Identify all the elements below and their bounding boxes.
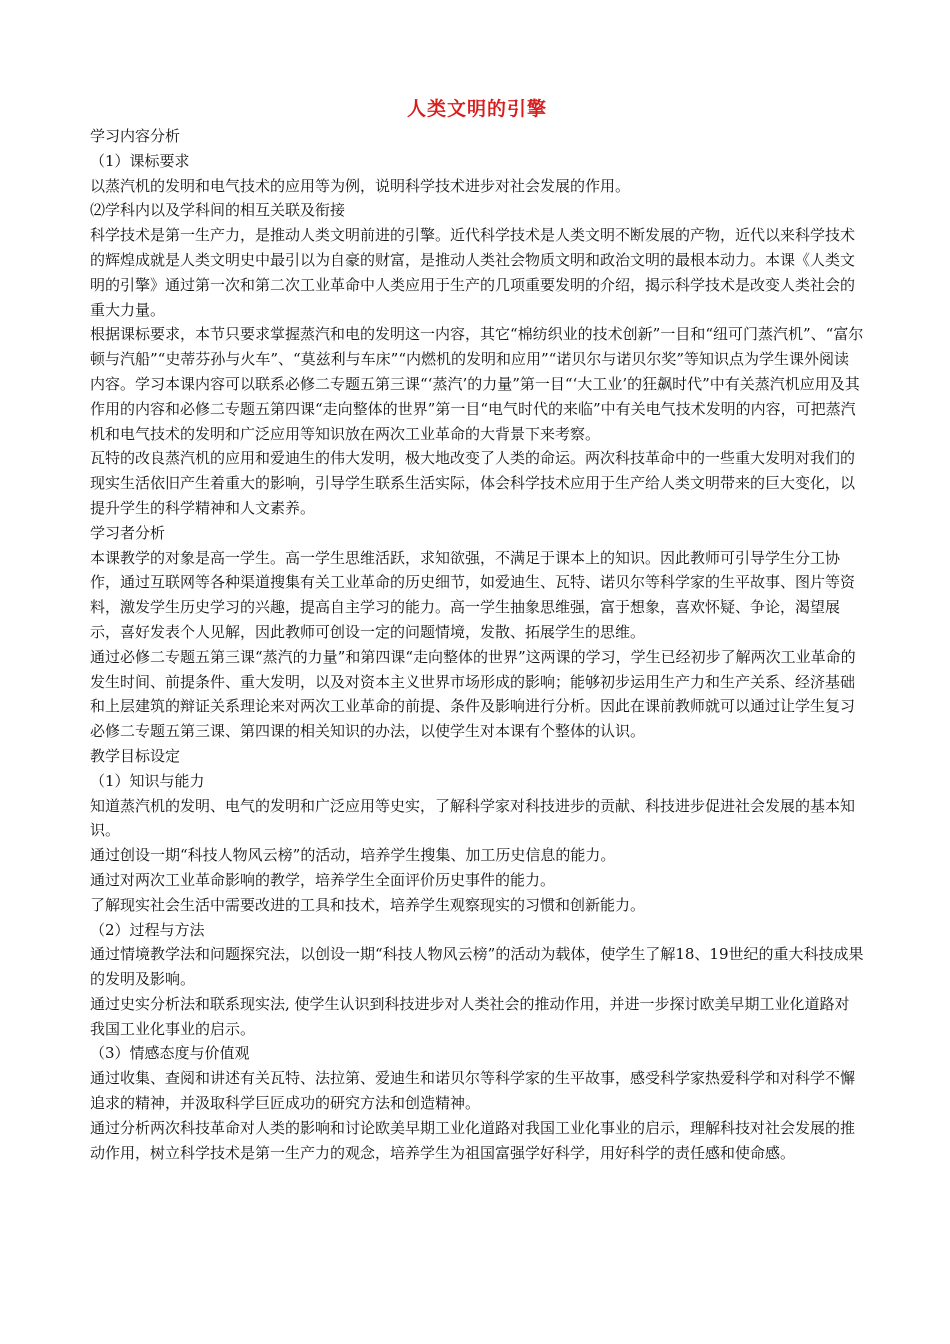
paragraph: 科学技术是第一生产力，是推动人类文明前进的引擎。近代科学技术是人类文明不断发展的产物，近代以来科学技术的辉煌成就是人类文明史中最引以为自豪的财富，是推动人类社会物质文明和政治文明的最根本动力。本课《人类文明的引擎》通过第一次和第二次工业革命中人类应用于生产的几项重要发明的介绍，揭示科学技术是改变人类社会的重大力量。	[90, 226, 856, 319]
subheading-interdisciplinary: ⑵学科内以及学科间的相互关联及衔接	[90, 201, 346, 220]
section-heading-learner-analysis: 学习者分析	[90, 523, 166, 542]
paragraph: 瓦特的改良蒸汽机的应用和爱迪生的伟大发明，极大地改变了人类的命运。两次科技革命中的一些重大发明对我们的现实生活依旧产生着重大的影响，引导学生联系生活实际，体会科学技术应用于生产给人类文明带来的巨大变化，以提升学生的科学精神和人文素养。	[90, 449, 856, 517]
paragraph: 了解现实社会生活中需要改进的工具和技术，培养学生观察现实的习惯和创新能力。	[90, 895, 646, 914]
paragraph: 通过分析两次科技革命对人类的影响和讨论欧美早期工业化道路对我国工业化事业的启示，理解科技对社会发展的推动作用，树立科学技术是第一生产力的观念，培养学生为祖国富强学好科学，用好科学的责任感和使命感。	[90, 1118, 856, 1162]
document-title: 人类文明的引擎	[406, 98, 547, 120]
paragraph: 通过创设一期“科技人物风云榜”的活动，培养学生搜集、加工历史信息的能力。	[90, 846, 616, 865]
document-body	[90, 124, 864, 1165]
paragraph: 以蒸汽机的发明和电气技术的应用等为例，说明科学技术进步对社会发展的作用。	[90, 176, 631, 195]
subheading-values: （3）情感态度与价值观	[90, 1044, 250, 1063]
paragraph: 根据课标要求，本节只要求掌握蒸汽和电的发明这一内容，其它“棉纺织业的技术创新”一目和“纽可门蒸汽机”、“富尔顿与汽船”“史蒂芬孙与火车”、“莫兹利与车床”“内燃机的发明和应用”“诺贝尔与诺贝尔奖”等知识点为学生课外阅读内容。学习本课内容可以联系必修二专题五第三课“‘蒸汽’的力量”第一目“‘大工业’的狂飙时代”中有关蒸汽机应用及其作用的内容和必修二专题五第四课“走向整体的世界”第一目“电气时代的来临”中有关电气技术发明的内容，可把蒸汽机和电气技术的发明和广泛应用等知识放在两次工业革命的大背景下来考察。	[90, 325, 864, 443]
section-heading-content-analysis: 学习内容分析	[90, 127, 181, 145]
paragraph: 知道蒸汽机的发明、电气的发明和广泛应用等史实，了解科学家对科技进步的贡献、科技进步促进社会发展的基本知识。	[90, 796, 856, 840]
section-heading-objectives: 教学目标设定	[90, 746, 181, 765]
paragraph: 通过情境教学法和问题探究法，以创设一期“科技人物风云榜”的活动为载体，使学生了解18、19世纪的重大科技成果的发明及影响。	[90, 945, 864, 989]
paragraph: 通过对两次工业革命影响的教学，培养学生全面评价历史事件的能力。	[90, 870, 556, 889]
paragraph: 通过收集、查阅和讲述有关瓦特、法拉第、爱迪生和诺贝尔等科学家的生平故事，感受科学家热爱科学和对科学不懈追求的精神，并汲取科学巨匠成功的研究方法和创造精神。	[90, 1069, 856, 1113]
subheading-knowledge-ability: （1）知识与能力	[90, 771, 205, 790]
subheading-curriculum-requirement: （1）课标要求	[90, 151, 190, 170]
paragraph: 本课教学的对象是高一学生。高一学生思维活跃，求知欲强，不满足于课本上的知识。因此教师可引导学生分工协作，通过互联网等各种渠道搜集有关工业革命的历史细节，如爱迪生、瓦特、诺贝尔等科学家的生平故事、图片等资料，激发学生历史学习的兴趣，提高自主学习的能力。高一学生抽象思维强，富于想象，喜欢怀疑、争论，渴望展示，喜好发表个人见解，因此教师可创设一定的问题情境，发散、拓展学生的思维。	[90, 548, 856, 641]
subheading-process-method: （2）过程与方法	[90, 920, 205, 939]
paragraph: 通过史实分析法和联系现实法, 使学生认识到科技进步对人类社会的推动作用，并进一步探讨欧美早期工业化道路对我国工业化事业的启示。	[90, 994, 850, 1038]
paragraph: 通过必修二专题五第三课“蒸汽的力量”和第四课“走向整体的世界”这两课的学习，学生已经初步了解两次工业革命的发生时间、前提条件、重大发明，以及对资本主义世界市场形成的影响；能够初步运用生产力和生产关系、经济基础和上层建筑的辩证关系理论来对两次工业革命的前提、条件及影响进行分析。因此在课前教师就可以通过让学生复习必修二专题五第三课、第四课的相关知识的办法，以使学生对本课有个整体的认识。	[90, 647, 856, 741]
